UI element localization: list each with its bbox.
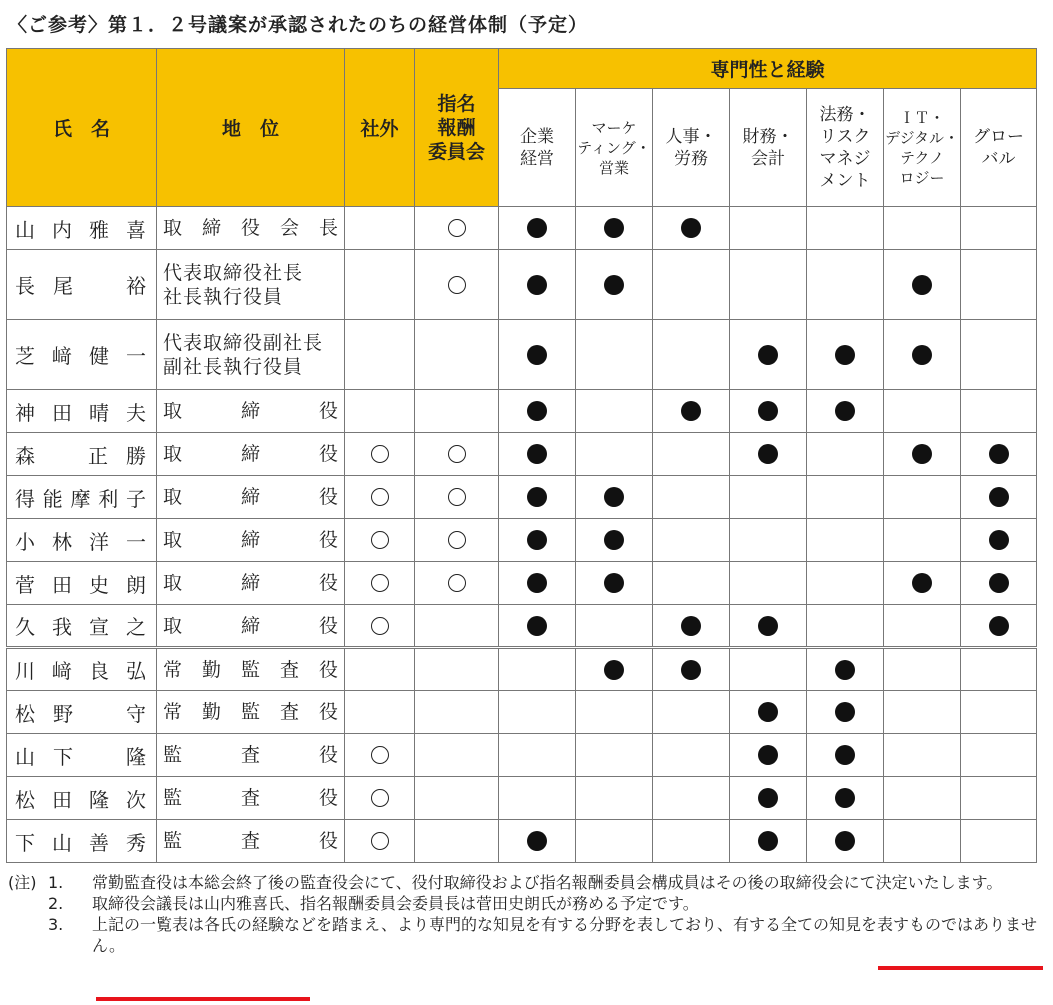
skill-cell bbox=[499, 691, 576, 734]
filled-dot-icon bbox=[527, 831, 547, 851]
note-lead: (注) bbox=[8, 873, 37, 892]
skill-cell bbox=[653, 777, 730, 820]
skill-cell bbox=[730, 820, 807, 863]
member-name: 森 正 勝 bbox=[7, 433, 157, 476]
skill-header: ＩＴ・ デジタル・ テクノ ロジー bbox=[884, 89, 961, 207]
skill-cell bbox=[807, 605, 884, 648]
filled-dot-icon bbox=[527, 530, 547, 550]
skill-cell bbox=[499, 777, 576, 820]
outside-director-mark bbox=[345, 207, 415, 250]
skill-cell bbox=[576, 519, 653, 562]
skill-cell bbox=[730, 605, 807, 648]
note-item bbox=[8, 914, 1048, 956]
filled-dot-icon bbox=[989, 444, 1009, 464]
filled-dot-icon bbox=[604, 530, 624, 550]
member-position: 常 勤 監 査 役 bbox=[157, 691, 345, 734]
skill-cell bbox=[576, 734, 653, 777]
filled-dot-icon bbox=[758, 616, 778, 636]
committee-member-mark bbox=[415, 562, 499, 605]
skill-cell bbox=[730, 777, 807, 820]
header-outside: 社外 bbox=[345, 49, 415, 207]
committee-member-mark bbox=[415, 390, 499, 433]
skill-cell bbox=[499, 390, 576, 433]
skill-cell bbox=[884, 320, 961, 390]
filled-dot-icon bbox=[989, 530, 1009, 550]
table-row bbox=[7, 734, 1037, 777]
filled-dot-icon bbox=[835, 745, 855, 765]
circle-icon bbox=[371, 488, 389, 506]
note-number: 3. bbox=[48, 915, 64, 934]
skill-cell bbox=[884, 433, 961, 476]
table-row bbox=[7, 476, 1037, 519]
skill-cell bbox=[807, 648, 884, 691]
skill-cell bbox=[653, 605, 730, 648]
committee-member-mark bbox=[415, 320, 499, 390]
circle-icon bbox=[371, 574, 389, 592]
skill-cell bbox=[653, 207, 730, 250]
skill-cell bbox=[653, 691, 730, 734]
skill-cell bbox=[730, 734, 807, 777]
skill-cell bbox=[653, 390, 730, 433]
skill-cell bbox=[961, 250, 1037, 320]
skill-cell bbox=[807, 734, 884, 777]
outside-director-mark bbox=[345, 691, 415, 734]
filled-dot-icon bbox=[527, 345, 547, 365]
skill-cell bbox=[499, 734, 576, 777]
filled-dot-icon bbox=[604, 275, 624, 295]
member-position: 取 締 役 bbox=[157, 562, 345, 605]
circle-icon bbox=[371, 445, 389, 463]
filled-dot-icon bbox=[527, 401, 547, 421]
skill-cell bbox=[807, 691, 884, 734]
skill-cell bbox=[653, 519, 730, 562]
member-name: 長 尾 裕 bbox=[7, 250, 157, 320]
skill-cell bbox=[653, 476, 730, 519]
circle-icon bbox=[448, 276, 466, 294]
filled-dot-icon bbox=[989, 573, 1009, 593]
committee-member-mark bbox=[415, 476, 499, 519]
filled-dot-icon bbox=[835, 788, 855, 808]
circle-icon bbox=[448, 488, 466, 506]
circle-icon bbox=[448, 219, 466, 237]
member-position: 取 締 役 bbox=[157, 519, 345, 562]
skill-cell bbox=[884, 691, 961, 734]
member-name: 神 田 晴 夫 bbox=[7, 390, 157, 433]
skill-cell bbox=[730, 390, 807, 433]
skill-cell bbox=[653, 562, 730, 605]
member-name: 下 山 善 秀 bbox=[7, 820, 157, 863]
skill-cell bbox=[576, 320, 653, 390]
skill-cell bbox=[576, 207, 653, 250]
outside-director-mark bbox=[345, 433, 415, 476]
outside-director-mark bbox=[345, 820, 415, 863]
skill-cell bbox=[961, 605, 1037, 648]
table-row bbox=[7, 519, 1037, 562]
circle-icon bbox=[371, 832, 389, 850]
skill-header: 企業 経営 bbox=[499, 89, 576, 207]
committee-member-mark bbox=[415, 691, 499, 734]
skill-cell bbox=[961, 320, 1037, 390]
skill-cell bbox=[961, 648, 1037, 691]
skill-cell bbox=[499, 476, 576, 519]
outside-director-mark bbox=[345, 519, 415, 562]
skill-cell bbox=[961, 207, 1037, 250]
filled-dot-icon bbox=[835, 345, 855, 365]
skill-cell bbox=[884, 605, 961, 648]
skill-cell bbox=[653, 320, 730, 390]
filled-dot-icon bbox=[758, 788, 778, 808]
skill-cell bbox=[807, 476, 884, 519]
table-row bbox=[7, 605, 1037, 648]
outside-director-mark bbox=[345, 648, 415, 691]
committee-member-mark bbox=[415, 734, 499, 777]
skill-cell bbox=[576, 433, 653, 476]
committee-member-mark bbox=[415, 433, 499, 476]
table-row bbox=[7, 691, 1037, 734]
member-position: 監 査 役 bbox=[157, 734, 345, 777]
filled-dot-icon bbox=[604, 487, 624, 507]
skill-cell bbox=[730, 476, 807, 519]
filled-dot-icon bbox=[835, 401, 855, 421]
member-name: 松 野 守 bbox=[7, 691, 157, 734]
skill-cell bbox=[884, 250, 961, 320]
table-row bbox=[7, 250, 1037, 320]
skill-cell bbox=[730, 691, 807, 734]
outside-director-mark bbox=[345, 476, 415, 519]
member-name: 小 林 洋 一 bbox=[7, 519, 157, 562]
skill-cell bbox=[961, 691, 1037, 734]
skill-header: グロー バル bbox=[961, 89, 1037, 207]
filled-dot-icon bbox=[758, 401, 778, 421]
skill-cell bbox=[730, 207, 807, 250]
table-row bbox=[7, 562, 1037, 605]
page-title: 〈ご参考〉第１．２号議案が承認されたのちの経営体制（予定） bbox=[8, 14, 589, 36]
member-position: 取 締 役 bbox=[157, 433, 345, 476]
header-name: 氏 名 bbox=[7, 49, 157, 207]
filled-dot-icon bbox=[758, 745, 778, 765]
skill-cell bbox=[961, 562, 1037, 605]
filled-dot-icon bbox=[681, 616, 701, 636]
skill-cell bbox=[807, 390, 884, 433]
note-number: 2. bbox=[48, 894, 64, 913]
filled-dot-icon bbox=[604, 660, 624, 680]
skill-cell bbox=[807, 207, 884, 250]
filled-dot-icon bbox=[527, 616, 547, 636]
filled-dot-icon bbox=[681, 401, 701, 421]
skill-cell bbox=[807, 519, 884, 562]
outside-director-mark bbox=[345, 605, 415, 648]
skill-cell bbox=[961, 734, 1037, 777]
outside-director-mark bbox=[345, 320, 415, 390]
skill-cell bbox=[730, 250, 807, 320]
skill-cell bbox=[884, 207, 961, 250]
circle-icon bbox=[371, 531, 389, 549]
table-row bbox=[7, 320, 1037, 390]
skill-cell bbox=[884, 519, 961, 562]
filled-dot-icon bbox=[912, 275, 932, 295]
skill-cell bbox=[576, 691, 653, 734]
skill-cell bbox=[576, 605, 653, 648]
filled-dot-icon bbox=[604, 218, 624, 238]
circle-icon bbox=[371, 789, 389, 807]
filled-dot-icon bbox=[989, 616, 1009, 636]
board-composition-table bbox=[6, 48, 1037, 863]
skill-cell bbox=[576, 820, 653, 863]
note-item bbox=[8, 872, 1048, 893]
committee-member-mark bbox=[415, 777, 499, 820]
skill-cell bbox=[499, 433, 576, 476]
outside-director-mark bbox=[345, 250, 415, 320]
outside-director-mark bbox=[345, 777, 415, 820]
filled-dot-icon bbox=[835, 660, 855, 680]
circle-icon bbox=[371, 746, 389, 764]
table-row bbox=[7, 207, 1037, 250]
member-name: 川 﨑 良 弘 bbox=[7, 648, 157, 691]
committee-member-mark bbox=[415, 605, 499, 648]
member-position: 代表取締役社長 社長執行役員 bbox=[157, 250, 345, 320]
skill-cell bbox=[499, 519, 576, 562]
header-position: 地 位 bbox=[157, 49, 345, 207]
skill-cell bbox=[961, 519, 1037, 562]
filled-dot-icon bbox=[681, 218, 701, 238]
skill-cell bbox=[499, 250, 576, 320]
skill-cell bbox=[499, 605, 576, 648]
skill-cell bbox=[884, 476, 961, 519]
header-committee: 指名 報酬 委員会 bbox=[415, 49, 499, 207]
skill-cell bbox=[576, 777, 653, 820]
filled-dot-icon bbox=[758, 345, 778, 365]
skill-cell bbox=[961, 476, 1037, 519]
skill-cell bbox=[884, 777, 961, 820]
committee-member-mark bbox=[415, 250, 499, 320]
skill-cell bbox=[499, 648, 576, 691]
skill-header: 財務・ 会計 bbox=[730, 89, 807, 207]
skill-cell bbox=[807, 320, 884, 390]
filled-dot-icon bbox=[758, 444, 778, 464]
skill-cell bbox=[576, 562, 653, 605]
committee-member-mark bbox=[415, 519, 499, 562]
skill-cell bbox=[576, 648, 653, 691]
table-row bbox=[7, 433, 1037, 476]
filled-dot-icon bbox=[527, 444, 547, 464]
skill-cell bbox=[499, 207, 576, 250]
filled-dot-icon bbox=[527, 487, 547, 507]
member-position: 取 締 役 bbox=[157, 605, 345, 648]
skill-cell bbox=[730, 433, 807, 476]
circle-icon bbox=[448, 531, 466, 549]
skill-cell bbox=[576, 250, 653, 320]
note-number: 1. bbox=[48, 873, 64, 892]
member-position: 取 締 役 bbox=[157, 476, 345, 519]
member-name: 松 田 隆 次 bbox=[7, 777, 157, 820]
skill-cell bbox=[730, 562, 807, 605]
skill-cell bbox=[807, 250, 884, 320]
filled-dot-icon bbox=[758, 702, 778, 722]
skill-cell bbox=[730, 519, 807, 562]
highlight-underline bbox=[878, 966, 1043, 970]
circle-icon bbox=[448, 574, 466, 592]
filled-dot-icon bbox=[912, 573, 932, 593]
circle-icon bbox=[371, 617, 389, 635]
filled-dot-icon bbox=[527, 275, 547, 295]
outside-director-mark bbox=[345, 734, 415, 777]
filled-dot-icon bbox=[681, 660, 701, 680]
note-item bbox=[8, 893, 1048, 914]
skill-cell bbox=[653, 648, 730, 691]
note-text: 常勤監査役は本総会終了後の監査役会にて、役付取締役および指名報酬委員会構成員はその後の取締役会にて決定いたします。 bbox=[92, 873, 1003, 892]
member-name: 菅 田 史 朗 bbox=[7, 562, 157, 605]
skill-cell bbox=[961, 777, 1037, 820]
table-row bbox=[7, 390, 1037, 433]
member-name: 山 下 隆 bbox=[7, 734, 157, 777]
skill-cell bbox=[653, 433, 730, 476]
member-position: 取 締 役 会 長 bbox=[157, 207, 345, 250]
skill-header: 人事・ 労務 bbox=[653, 89, 730, 207]
skill-cell bbox=[961, 820, 1037, 863]
skill-cell bbox=[653, 250, 730, 320]
skill-cell bbox=[807, 562, 884, 605]
member-position: 監 査 役 bbox=[157, 820, 345, 863]
member-name: 得 能 摩 利 子 bbox=[7, 476, 157, 519]
filled-dot-icon bbox=[604, 573, 624, 593]
table-row bbox=[7, 777, 1037, 820]
skill-cell bbox=[499, 820, 576, 863]
skill-header: マーケ ティング・ 営業 bbox=[576, 89, 653, 207]
skill-cell bbox=[961, 390, 1037, 433]
skill-cell bbox=[653, 820, 730, 863]
skill-header: 法務・ リスク マネジ メント bbox=[807, 89, 884, 207]
member-position: 監 査 役 bbox=[157, 777, 345, 820]
skill-cell bbox=[499, 562, 576, 605]
outside-director-mark bbox=[345, 390, 415, 433]
filled-dot-icon bbox=[989, 487, 1009, 507]
skill-cell bbox=[807, 433, 884, 476]
skill-cell bbox=[576, 476, 653, 519]
committee-member-mark bbox=[415, 820, 499, 863]
note-text: 上記の一覧表は各氏の経験などを踏まえ、より専門的な知見を有する分野を表しており、有する全ての知見を表すものではありません。 bbox=[92, 915, 1037, 955]
filled-dot-icon bbox=[912, 444, 932, 464]
highlight-underline bbox=[96, 997, 310, 1001]
skill-cell bbox=[884, 562, 961, 605]
skill-cell bbox=[807, 777, 884, 820]
member-position: 常 勤 監 査 役 bbox=[157, 648, 345, 691]
skill-cell bbox=[961, 433, 1037, 476]
filled-dot-icon bbox=[758, 831, 778, 851]
filled-dot-icon bbox=[912, 345, 932, 365]
skill-cell bbox=[807, 820, 884, 863]
member-position: 取 締 役 bbox=[157, 390, 345, 433]
footnotes bbox=[8, 872, 1048, 956]
skill-cell bbox=[884, 820, 961, 863]
table-row bbox=[7, 648, 1037, 691]
member-position: 代表取締役副社長 副社長執行役員 bbox=[157, 320, 345, 390]
filled-dot-icon bbox=[835, 831, 855, 851]
skill-cell bbox=[884, 734, 961, 777]
filled-dot-icon bbox=[527, 573, 547, 593]
skill-cell bbox=[499, 320, 576, 390]
skill-cell bbox=[576, 390, 653, 433]
header-expertise: 専門性と経験 bbox=[499, 49, 1037, 89]
skill-cell bbox=[730, 320, 807, 390]
committee-member-mark bbox=[415, 648, 499, 691]
filled-dot-icon bbox=[527, 218, 547, 238]
committee-member-mark bbox=[415, 207, 499, 250]
circle-icon bbox=[448, 445, 466, 463]
table-row bbox=[7, 820, 1037, 863]
member-name: 山 内 雅 喜 bbox=[7, 207, 157, 250]
member-name: 久 我 宣 之 bbox=[7, 605, 157, 648]
skill-cell bbox=[653, 734, 730, 777]
skill-cell bbox=[884, 390, 961, 433]
member-name: 芝 﨑 健 一 bbox=[7, 320, 157, 390]
note-text: 取締役会議長は山内雅喜氏、指名報酬委員会委員長は菅田史朗氏が務める予定です。 bbox=[92, 894, 699, 913]
outside-director-mark bbox=[345, 562, 415, 605]
skill-cell bbox=[884, 648, 961, 691]
filled-dot-icon bbox=[835, 702, 855, 722]
skill-cell bbox=[730, 648, 807, 691]
